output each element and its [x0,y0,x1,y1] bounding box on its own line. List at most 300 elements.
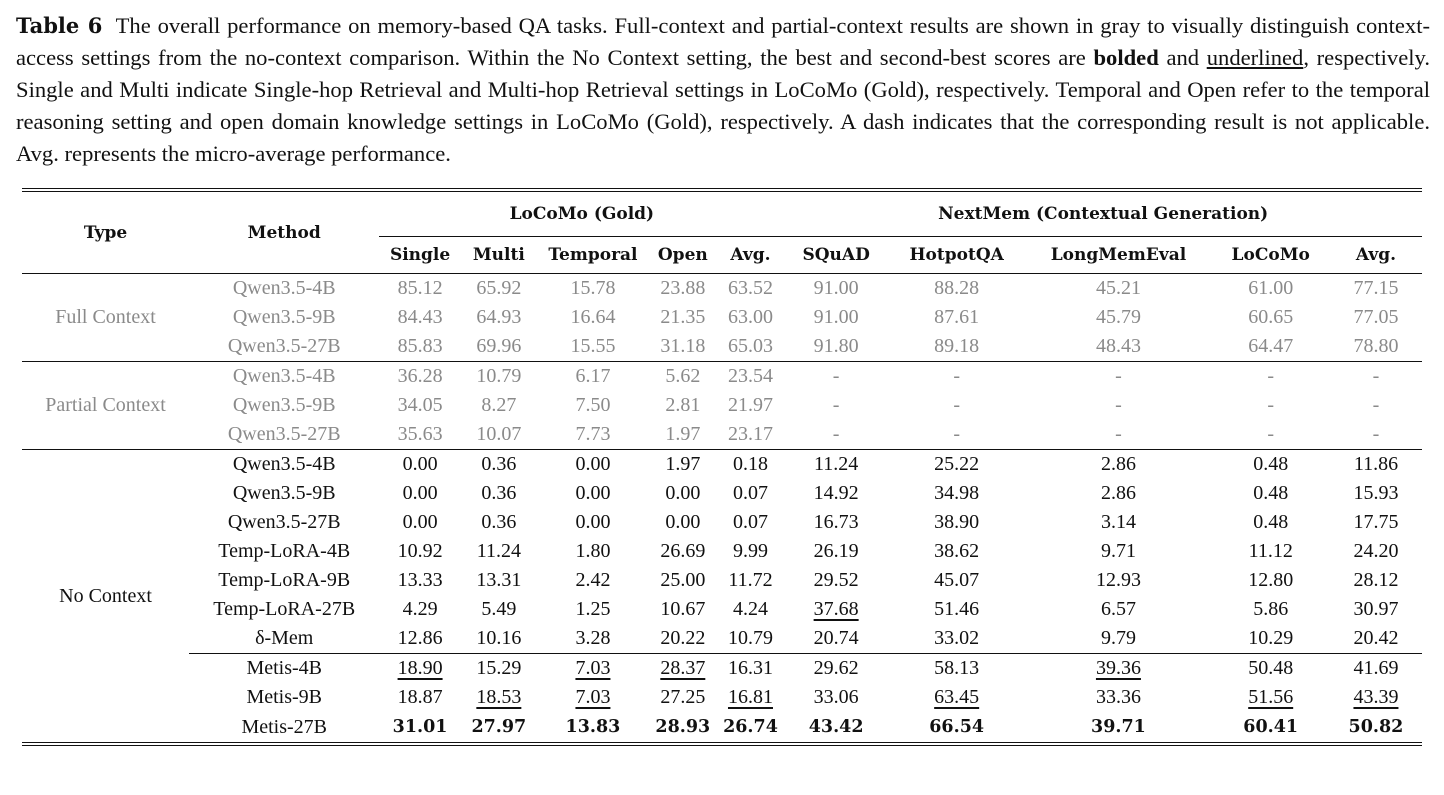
score-cell [649,624,717,654]
score-cell [537,391,649,420]
score-value: 43.39 [1353,686,1399,708]
col-header: Avg. [717,237,785,274]
score-cell [1211,624,1329,654]
header-group-locomo: LoCoMo (Gold) [379,190,784,237]
score-cell [379,332,460,362]
score-cell [1330,566,1422,595]
score-cell [1025,479,1211,508]
score-value: 20.22 [660,627,706,649]
method-name: Qwen3.5-4B [189,274,379,304]
header-type: Type [22,190,189,274]
caption-and: and [1166,45,1200,70]
score-value: 77.15 [1353,277,1399,299]
score-cell [1211,391,1329,420]
score-cell [537,303,649,332]
score-cell [888,303,1025,332]
table-row [22,362,1422,392]
score-cell [1025,450,1211,480]
score-cell [537,595,649,624]
score-cell [379,450,460,480]
score-cell [649,391,717,420]
score-cell [717,537,785,566]
score-cell [717,624,785,654]
score-value: 45.07 [934,569,980,591]
score-cell [1025,274,1211,304]
score-cell [717,712,785,744]
score-value: 1.97 [665,423,701,445]
method-name: Temp-LoRA-9B [218,569,351,591]
score-cell [784,537,888,566]
col-header: Multi [461,237,537,274]
score-value: 7.73 [575,423,611,445]
score-value: 0.00 [402,511,438,533]
score-value: 64.47 [1248,335,1294,357]
score-cell [784,624,888,654]
score-value: 34.05 [397,394,443,416]
score-cell [649,712,717,744]
score-cell [888,332,1025,362]
score-value: - [953,365,960,387]
score-value: 69.96 [476,335,522,357]
section-label: No Context [22,450,189,745]
table-row [22,537,1422,566]
score-cell [649,595,717,624]
score-value: 10.16 [476,627,522,649]
table-row [22,566,1422,595]
score-cell [1330,303,1422,332]
score-cell [1025,595,1211,624]
score-value: 11.24 [476,540,521,562]
score-value: 50.48 [1248,657,1294,679]
score-cell [649,274,717,304]
score-value: 6.57 [1100,598,1136,620]
score-value: 13.33 [397,569,443,591]
score-cell [888,537,1025,566]
col-header: LoCoMo [1211,237,1329,274]
table-row [22,420,1422,450]
score-value: 17.75 [1353,511,1399,533]
score-cell [537,566,649,595]
score-value: 4.24 [732,598,768,620]
score-value: 16.31 [727,657,773,679]
score-value: 18.87 [397,686,443,708]
score-cell [1330,479,1422,508]
results-table [22,188,1422,746]
score-cell [784,450,888,480]
method-name: Temp-LoRA-4B [218,540,351,562]
score-value: 34.98 [934,482,980,504]
method-name: Qwen3.5-27B [227,511,341,533]
score-cell [537,508,649,537]
score-cell [461,362,537,392]
score-cell [784,712,888,744]
score-cell [1025,537,1211,566]
score-value: 31.18 [660,335,706,357]
score-value: 0.48 [1253,482,1289,504]
score-cell [649,683,717,712]
method-name: Metis-9B [246,686,322,708]
score-cell [537,712,649,744]
score-value: 66.54 [929,717,985,737]
score-value: 33.36 [1095,686,1141,708]
score-value: 29.52 [813,569,859,591]
score-cell [1330,712,1422,744]
score-value: 27.25 [660,686,706,708]
score-cell [888,479,1025,508]
score-cell [1025,391,1211,420]
results-table-wrapper [22,188,1422,746]
score-value: - [1267,365,1275,387]
score-cell [461,537,537,566]
score-cell [784,595,888,624]
score-value: 10.29 [1248,627,1294,649]
score-value: 21.35 [660,306,706,328]
score-value: - [1267,394,1275,416]
table-row [22,450,1422,480]
score-value: - [1372,423,1380,445]
score-value: 7.50 [575,394,611,416]
score-cell [1025,566,1211,595]
score-cell [461,566,537,595]
score-value: 45.21 [1095,277,1141,299]
score-cell [649,332,717,362]
score-cell [1025,624,1211,654]
score-value: 0.48 [1253,453,1289,475]
score-value: 20.42 [1353,627,1399,649]
score-cell [717,332,785,362]
score-value: 9.71 [1100,540,1136,562]
score-cell [888,654,1025,684]
method-name: Metis-27B [189,712,379,744]
table-row [22,712,1422,744]
score-value: - [1115,423,1122,445]
score-cell [717,303,785,332]
score-value: 23.88 [660,277,706,299]
score-value: 4.29 [402,598,438,620]
table-row [22,391,1422,420]
col-header: Temporal [537,237,649,274]
score-value: 10.07 [476,423,522,445]
score-cell [461,624,537,654]
score-value: 85.12 [397,277,443,299]
score-cell [888,274,1025,304]
score-value: 1.80 [575,540,611,562]
score-cell [461,420,537,450]
table-row [22,303,1422,332]
score-value: - [1372,394,1380,416]
score-cell [379,362,460,392]
score-value: 10.79 [727,627,773,649]
score-cell [1330,391,1422,420]
score-value: 91.80 [813,335,859,357]
score-cell [537,537,649,566]
score-cell [649,654,717,684]
score-cell [461,450,537,480]
score-cell [537,624,649,654]
score-value: 64.93 [476,306,522,328]
score-cell [1211,420,1329,450]
method-name: Qwen3.5-4B [189,450,379,480]
score-cell [784,420,888,450]
score-cell [1330,508,1422,537]
score-cell [784,332,888,362]
table-row [22,508,1422,537]
score-cell [1211,479,1329,508]
score-cell [717,566,785,595]
score-cell [1330,420,1422,450]
method-name: Temp-LoRA-27B [213,598,356,620]
score-cell [537,332,649,362]
header-group-nextmem: NextMem (Contextual Generation) [784,190,1422,237]
score-value: 89.18 [934,335,980,357]
caption-bolded: bolded [1093,45,1159,70]
score-cell [784,683,888,712]
score-cell [888,391,1025,420]
score-cell [461,508,537,537]
score-cell [1330,654,1422,684]
score-value: 16.81 [727,686,773,708]
score-value: 60.65 [1248,306,1294,328]
score-cell [379,508,460,537]
score-value: 41.69 [1353,657,1399,679]
score-value: 38.90 [934,511,980,533]
table-row [22,624,1422,654]
score-value: 26.69 [660,540,706,562]
score-cell [717,391,785,420]
score-cell [717,362,785,392]
score-cell [1211,450,1329,480]
score-cell [1330,624,1422,654]
score-value: 88.28 [934,277,980,299]
score-value: 50.82 [1348,717,1404,737]
table-row [22,332,1422,362]
score-value: 16.73 [813,511,859,533]
score-value: 0.00 [402,482,438,504]
score-value: 5.62 [665,365,701,387]
score-value: 3.14 [1100,511,1136,533]
score-cell [717,479,785,508]
col-header: Single [379,237,460,274]
score-value: 2.42 [575,569,611,591]
score-cell [649,420,717,450]
score-value: 51.46 [934,598,980,620]
score-value: - [1267,423,1275,445]
score-cell [379,654,460,684]
score-cell [1330,362,1422,392]
score-cell [461,391,537,420]
score-value: 27.97 [471,717,527,737]
score-value: 10.92 [397,540,443,562]
score-cell [379,683,460,712]
score-value: 26.19 [813,540,859,562]
score-cell [1211,595,1329,624]
score-cell [537,683,649,712]
score-cell [649,303,717,332]
score-cell [717,274,785,304]
score-cell [888,420,1025,450]
score-value: 28.37 [660,657,706,679]
score-cell [888,362,1025,392]
score-value: 28.93 [655,717,711,737]
score-value: 1.97 [665,453,701,475]
score-cell [649,362,717,392]
score-value: - [832,365,840,387]
table-caption [16,10,1430,170]
score-cell [649,566,717,595]
score-value: 13.83 [565,717,621,737]
score-cell [461,479,537,508]
score-value: 24.20 [1353,540,1399,562]
score-value: 12.86 [397,627,443,649]
score-value: 91.00 [813,277,859,299]
score-value: 14.92 [813,482,859,504]
score-value: 8.27 [481,394,517,416]
table-row [22,654,1422,684]
score-value: 60.41 [1243,717,1299,737]
score-cell [1211,362,1329,392]
score-cell [461,683,537,712]
score-cell [1025,420,1211,450]
score-cell [1330,595,1422,624]
score-cell [1330,683,1422,712]
score-cell [379,595,460,624]
score-cell [717,595,785,624]
score-value: 63.52 [727,277,773,299]
score-value: 13.31 [476,569,522,591]
score-cell [379,712,460,744]
header-method: Method [189,190,379,274]
score-cell [717,508,785,537]
table-row [22,274,1422,304]
score-cell [379,479,460,508]
score-value: 2.86 [1100,482,1136,504]
score-cell [784,274,888,304]
method-name: Qwen3.5-27B [227,423,341,445]
score-value: 0.36 [481,482,517,504]
score-cell [1211,566,1329,595]
col-header: SQuAD [784,237,888,274]
score-cell [1330,450,1422,480]
score-value: 15.78 [570,277,616,299]
score-value: 58.13 [934,657,980,679]
score-value: 12.93 [1095,569,1141,591]
score-value: 5.86 [1253,598,1289,620]
score-value: 61.00 [1248,277,1294,299]
score-value: 33.02 [934,627,980,649]
score-cell [1330,537,1422,566]
score-value: 84.43 [397,306,443,328]
table-row [22,479,1422,508]
score-cell [379,274,460,304]
score-value: 5.49 [481,598,517,620]
score-value: - [953,394,960,416]
table-row [22,683,1422,712]
score-cell [537,479,649,508]
score-cell [784,654,888,684]
score-cell [888,450,1025,480]
score-value: 48.43 [1095,335,1141,357]
score-value: 25.22 [934,453,980,475]
col-header: Open [649,237,717,274]
score-value: 9.99 [732,540,768,562]
score-value: 30.97 [1353,598,1399,620]
score-cell [1211,654,1329,684]
score-cell [888,624,1025,654]
score-value: 63.00 [727,306,773,328]
score-cell [461,654,537,684]
score-cell [784,303,888,332]
score-value: 0.00 [665,482,701,504]
score-value: - [1372,365,1380,387]
score-value: 33.06 [813,686,859,708]
score-cell [888,595,1025,624]
score-value: 35.63 [397,423,443,445]
score-value: 12.80 [1248,569,1294,591]
score-cell [888,508,1025,537]
score-value: 51.56 [1248,686,1294,708]
score-value: 85.83 [397,335,443,357]
score-value: 25.00 [660,569,706,591]
score-cell [461,712,537,744]
method-name: δ-Mem [255,627,314,649]
score-value: 63.45 [934,686,980,708]
score-cell [1211,508,1329,537]
score-value: 65.92 [476,277,522,299]
score-value: 0.18 [732,453,768,475]
score-cell [1211,712,1329,744]
table-label: Table 6 [16,13,103,38]
score-cell [1330,274,1422,304]
section-label: Partial Context [22,362,189,450]
score-value: 31.01 [392,717,448,737]
score-cell [379,537,460,566]
score-cell [379,303,460,332]
score-cell [1025,303,1211,332]
score-value: 39.71 [1091,717,1146,737]
score-value: 38.62 [934,540,980,562]
score-value: 2.81 [665,394,701,416]
score-value: 15.55 [570,335,616,357]
score-cell [717,654,785,684]
score-cell [461,595,537,624]
score-value: 1.25 [575,598,611,620]
score-cell [1025,362,1211,392]
score-cell [888,683,1025,712]
score-cell [1211,537,1329,566]
score-cell [1211,303,1329,332]
score-cell [784,566,888,595]
score-value: 78.80 [1353,335,1399,357]
score-value: 87.61 [934,306,980,328]
score-value: 37.68 [813,598,859,620]
method-name: Qwen3.5-9B [232,482,336,504]
table-body [22,274,1422,745]
score-value: 11.86 [1353,453,1399,475]
caption-text-b: , respectively. Single and Multi indicate Single-hop Retrieval and Multi-hop Retrieval settings in LoCoMo (Gold), respectively. Temporal and Open refer to the temporal reasoning setting and open domain knowledge settings in LoCoMo (Gold), respectively. A dash indicates that the corresponding result is not applicable. Avg. represents the micro-average performance. [16,45,1430,166]
method-name: Qwen3.5-9B [232,394,336,416]
score-cell [379,391,460,420]
score-value: 0.07 [732,511,768,533]
score-value: 2.86 [1100,453,1136,475]
score-cell [537,420,649,450]
score-cell [1025,332,1211,362]
score-cell [1025,508,1211,537]
score-cell [537,450,649,480]
score-cell [461,274,537,304]
score-value: 91.00 [813,306,859,328]
score-cell [649,450,717,480]
score-cell [784,508,888,537]
